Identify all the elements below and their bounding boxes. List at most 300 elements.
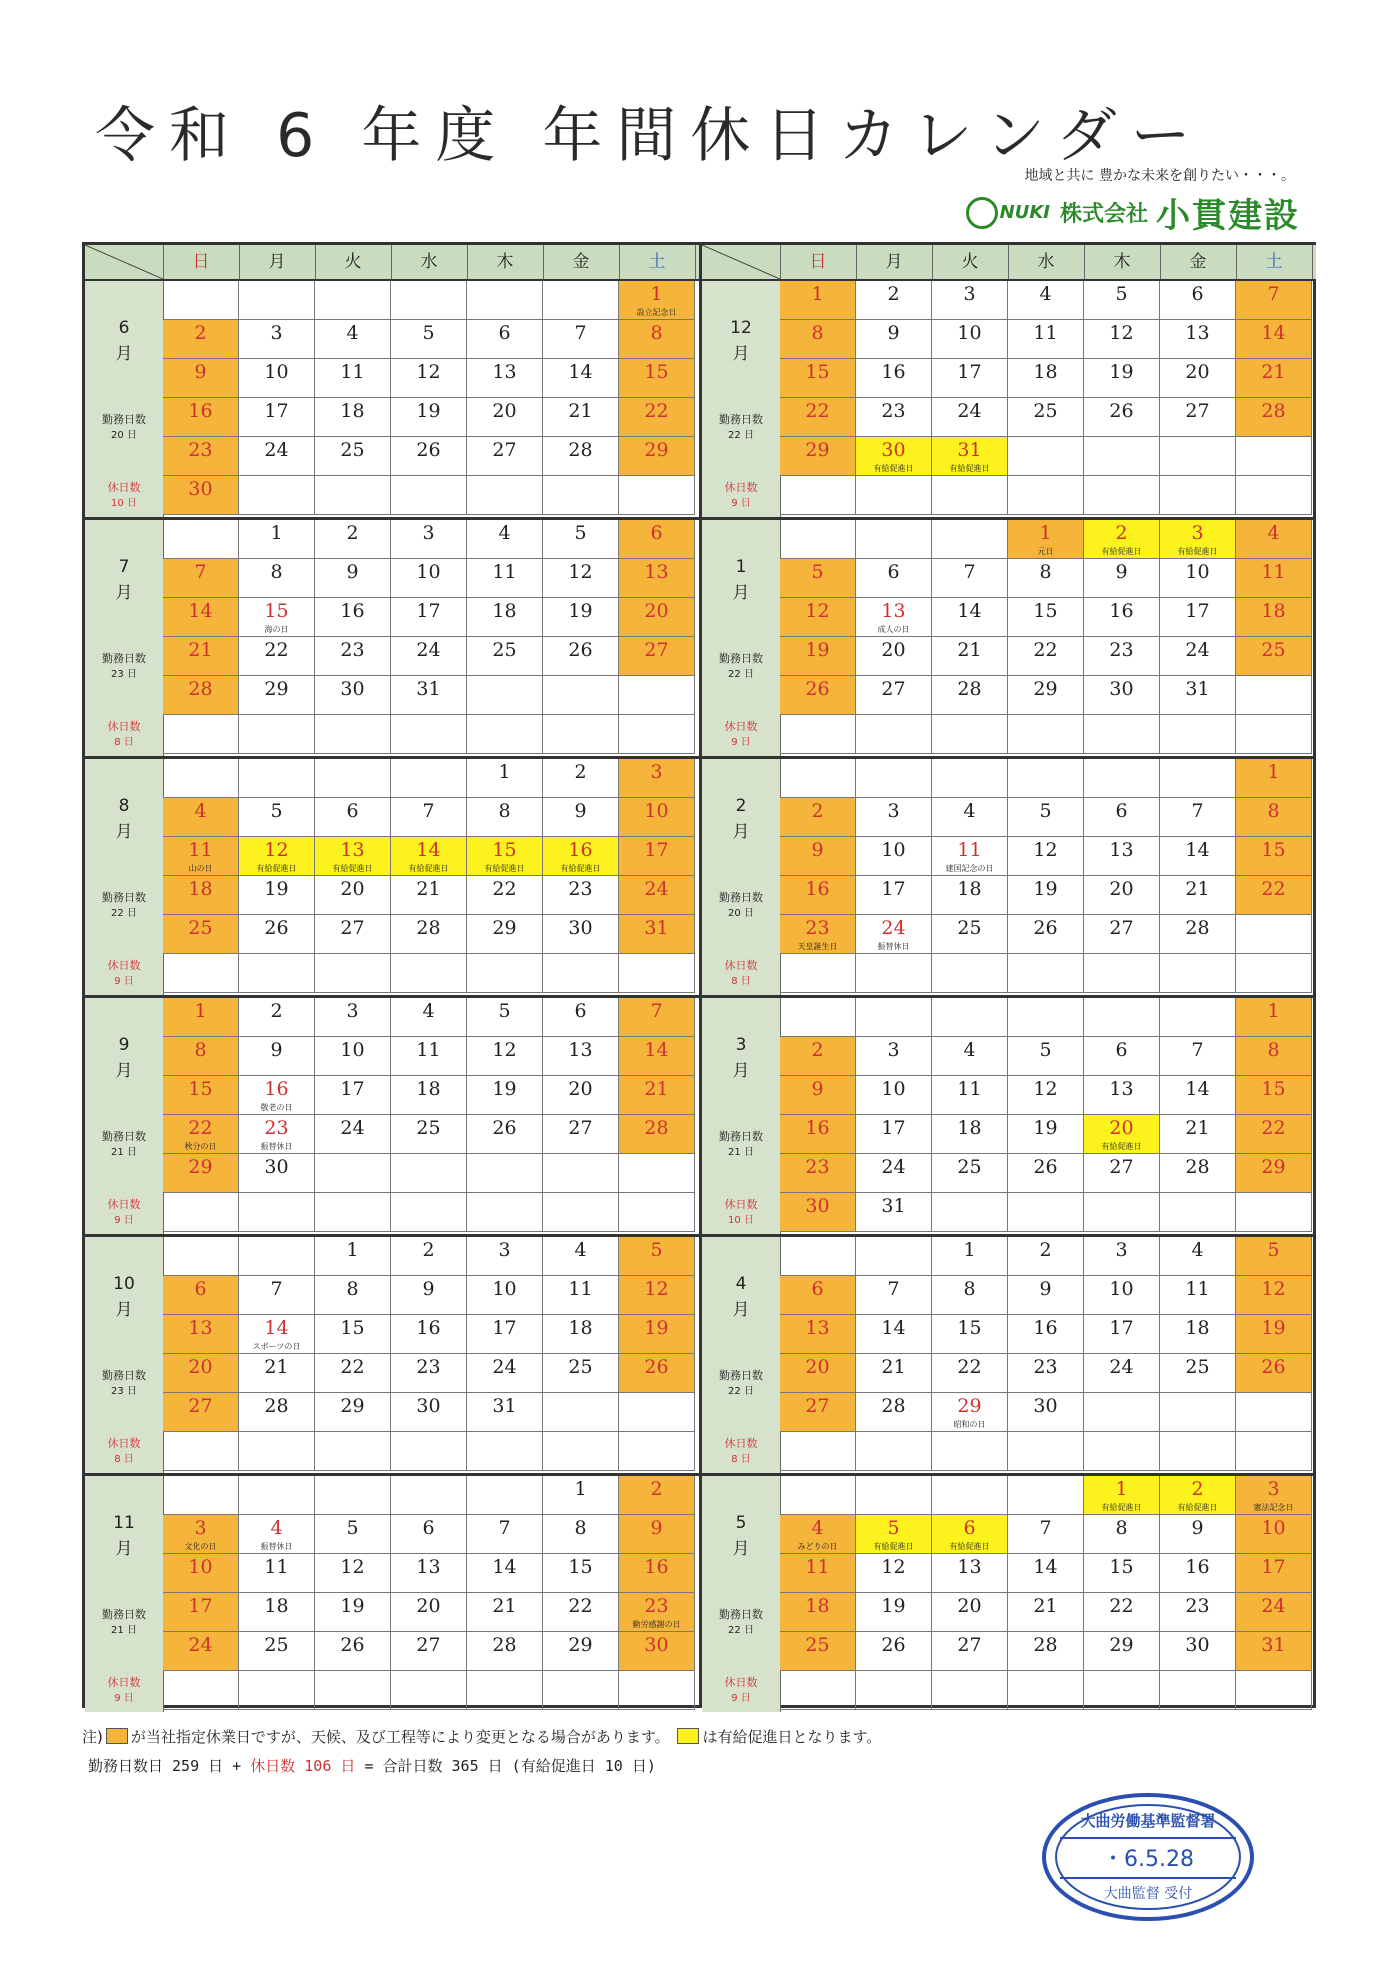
day-number: 9: [422, 1278, 435, 1300]
day-number: 19: [805, 639, 830, 661]
off-days-label: 休日数: [107, 720, 141, 733]
day-cell: [780, 1115, 856, 1154]
empty-day-cell: [315, 476, 391, 515]
off-days-value: 9 日: [114, 1215, 134, 1226]
day-cell: [239, 798, 315, 837]
day-cell: [856, 1276, 932, 1315]
day-cell: [780, 915, 856, 954]
day-cell: [619, 876, 695, 915]
day-number: 13: [881, 600, 906, 622]
empty-day-cell: [1160, 715, 1236, 754]
day-number: 28: [416, 917, 441, 939]
empty-day-cell: [239, 759, 315, 798]
day-number: 15: [644, 361, 669, 383]
day-cell: [467, 398, 543, 437]
day-number: 14: [416, 839, 441, 861]
day-number: 8: [1267, 800, 1280, 822]
day-number: 30: [264, 1156, 289, 1178]
work-days-value: 20 日: [728, 908, 754, 919]
page-title: 令和 6 年度 年間休日カレンダー: [95, 101, 1205, 171]
day-cell: [1008, 876, 1084, 915]
day-note: 振替休日: [260, 1142, 293, 1151]
month-block: [702, 520, 1316, 759]
day-cell: [1008, 359, 1084, 398]
work-days-label: 勤務日数: [719, 1130, 763, 1143]
day-cell: [239, 998, 315, 1037]
weekday-label: 日: [780, 245, 857, 279]
day-number: 22: [1109, 1595, 1134, 1617]
day-cell: [1008, 915, 1084, 954]
day-cell: [856, 398, 932, 437]
day-cell: [1008, 520, 1084, 559]
empty-day-cell: [1084, 998, 1160, 1037]
month-number: 6: [118, 318, 130, 338]
empty-day-cell: [1084, 1393, 1160, 1432]
work-days-label: 勤務日数: [102, 1130, 146, 1143]
day-number: 16: [188, 400, 213, 422]
day-number: 29: [340, 1395, 365, 1417]
day-note: 有給促進日: [256, 864, 297, 873]
day-number: 26: [492, 1117, 517, 1139]
day-cell: [315, 915, 391, 954]
day-cell: [932, 915, 1008, 954]
empty-day-cell: [932, 1432, 1008, 1471]
day-number: 16: [805, 878, 830, 900]
paid-leave-legend-swatch: [677, 1728, 699, 1744]
day-cell: [239, 915, 315, 954]
day-cell: [932, 281, 1008, 320]
day-number: 19: [881, 1595, 906, 1617]
day-number: 26: [805, 678, 830, 700]
empty-day-cell: [391, 1432, 467, 1471]
day-number: 23: [416, 1356, 441, 1378]
day-cell: [543, 1632, 619, 1671]
weekday-label: 土: [1236, 245, 1313, 279]
day-number: 19: [492, 1078, 517, 1100]
day-cell: [467, 437, 543, 476]
day-cell: [932, 1593, 1008, 1632]
day-cell: [543, 1237, 619, 1276]
day-cell: [780, 1315, 856, 1354]
day-number: 7: [270, 1278, 283, 1300]
day-cell: [856, 320, 932, 359]
off-days-value: 8 日: [114, 737, 134, 748]
weekday-label: 月: [856, 245, 933, 279]
empty-day-cell: [1160, 476, 1236, 515]
empty-day-cell: [856, 715, 932, 754]
day-number: 11: [188, 839, 213, 861]
day-cell: [1236, 1632, 1312, 1671]
empty-day-cell: [163, 520, 239, 559]
day-cell: [391, 1315, 467, 1354]
day-number: 15: [568, 1556, 593, 1578]
day-cell: [780, 1276, 856, 1315]
day-cell: [1160, 320, 1236, 359]
weekday-label: 木: [1084, 245, 1161, 279]
month-number: 11: [113, 1513, 135, 1533]
day-number: 24: [1185, 639, 1210, 661]
day-number: 25: [957, 917, 982, 939]
day-cell: [1160, 837, 1236, 876]
empty-day-cell: [1084, 1432, 1160, 1471]
day-number: 26: [644, 1356, 669, 1378]
day-cell: [239, 1554, 315, 1593]
day-cell: [467, 637, 543, 676]
day-cell: [619, 1632, 695, 1671]
day-note: 有給促進日: [560, 864, 601, 873]
day-number: 1: [1115, 1478, 1128, 1500]
day-number: 30: [805, 1195, 830, 1217]
day-cell: [163, 1632, 239, 1671]
empty-day-cell: [391, 759, 467, 798]
month-number: 2: [735, 796, 747, 816]
empty-day-cell: [619, 1193, 695, 1232]
day-number: 30: [644, 1634, 669, 1656]
day-number: 6: [574, 1000, 587, 1022]
day-number: 14: [264, 1317, 289, 1339]
empty-day-cell: [619, 476, 695, 515]
day-number: 7: [574, 322, 587, 344]
day-cell: [163, 915, 239, 954]
day-number: 21: [568, 400, 593, 422]
day-number: 13: [416, 1556, 441, 1578]
day-number: 2: [887, 283, 900, 305]
day-number: 9: [574, 800, 587, 822]
off-days-label: 休日数: [724, 1198, 758, 1211]
day-number: 24: [188, 1634, 213, 1656]
day-cell: [467, 1115, 543, 1154]
day-cell: [1084, 837, 1160, 876]
day-cell: [1084, 520, 1160, 559]
day-cell: [1084, 1154, 1160, 1193]
day-cell: [163, 798, 239, 837]
empty-day-cell: [1236, 1432, 1312, 1471]
day-cell: [315, 876, 391, 915]
empty-day-cell: [1160, 1671, 1236, 1710]
day-number: 9: [1115, 561, 1128, 583]
day-cell: [163, 598, 239, 637]
day-cell: [391, 637, 467, 676]
day-number: 24: [416, 639, 441, 661]
day-number: 17: [416, 600, 441, 622]
day-number: 2: [346, 522, 359, 544]
day-number: 26: [1109, 400, 1134, 422]
day-number: 6: [346, 800, 359, 822]
work-days-label: 勤務日数: [102, 891, 146, 904]
day-cell: [467, 1393, 543, 1432]
weekday-label: 木: [467, 245, 544, 279]
day-number: 7: [963, 561, 976, 583]
day-note: 天皇誕生日: [797, 942, 838, 951]
day-number: 31: [957, 439, 982, 461]
work-days-label: 勤務日数: [719, 891, 763, 904]
day-number: 10: [340, 1039, 365, 1061]
day-cell: [543, 1515, 619, 1554]
empty-day-cell: [1008, 1671, 1084, 1710]
day-number: 21: [881, 1356, 906, 1378]
day-number: 29: [957, 1395, 982, 1417]
day-number: 28: [568, 439, 593, 461]
day-number: 21: [188, 639, 213, 661]
month-number: 10: [113, 1274, 135, 1294]
off-days-value: 8 日: [731, 976, 751, 987]
empty-day-cell: [1160, 759, 1236, 798]
day-cell: [932, 1554, 1008, 1593]
day-cell: [239, 320, 315, 359]
day-note: 有給促進日: [1177, 547, 1218, 556]
day-note: みどりの日: [797, 1542, 838, 1551]
day-number: 25: [568, 1356, 593, 1378]
day-number: 28: [188, 678, 213, 700]
empty-day-cell: [1008, 1193, 1084, 1232]
work-days-value: 23 日: [111, 669, 137, 680]
day-cell: [1160, 281, 1236, 320]
day-cell: [1084, 398, 1160, 437]
day-number: 29: [1261, 1156, 1286, 1178]
day-cell: [856, 1315, 932, 1354]
day-cell: [856, 637, 932, 676]
day-number: 24: [1109, 1356, 1134, 1378]
day-number: 23: [264, 1117, 289, 1139]
day-number: 3: [1191, 522, 1204, 544]
day-cell: [163, 320, 239, 359]
day-cell: [1008, 559, 1084, 598]
day-cell: [1008, 1554, 1084, 1593]
day-number: 13: [340, 839, 365, 861]
day-number: 25: [1185, 1356, 1210, 1378]
day-cell: [932, 1632, 1008, 1671]
day-number: 13: [492, 361, 517, 383]
day-cell: [932, 1276, 1008, 1315]
day-cell: [619, 520, 695, 559]
day-number: 6: [422, 1517, 435, 1539]
month-label-column: [702, 1476, 781, 1712]
day-number: 2: [1191, 1478, 1204, 1500]
month-label-column: [85, 520, 164, 756]
day-cell: [619, 1115, 695, 1154]
day-cell: [1008, 1515, 1084, 1554]
empty-day-cell: [163, 1671, 239, 1710]
day-cell: [467, 998, 543, 1037]
day-cell: [543, 1315, 619, 1354]
day-number: 16: [416, 1317, 441, 1339]
day-cell: [780, 1593, 856, 1632]
empty-day-cell: [856, 998, 932, 1037]
day-cell: [619, 759, 695, 798]
day-number: 1: [574, 1478, 587, 1500]
day-cell: [856, 676, 932, 715]
day-number: 8: [650, 322, 663, 344]
day-number: 10: [957, 322, 982, 344]
day-number: 31: [1261, 1634, 1286, 1656]
empty-day-cell: [239, 954, 315, 993]
day-note: 振替休日: [877, 942, 910, 951]
empty-day-cell: [780, 998, 856, 1037]
day-cell: [315, 1354, 391, 1393]
day-number: 25: [805, 1634, 830, 1656]
off-days-value: 8 日: [114, 1454, 134, 1465]
day-number: 17: [340, 1078, 365, 1100]
empty-day-cell: [315, 954, 391, 993]
day-cell: [1236, 1276, 1312, 1315]
day-number: 17: [881, 878, 906, 900]
day-cell: [467, 1237, 543, 1276]
day-cell: [239, 876, 315, 915]
day-cell: [467, 1276, 543, 1315]
day-number: 29: [644, 439, 669, 461]
day-number: 12: [1261, 1278, 1286, 1300]
work-days-value: 22 日: [728, 1386, 754, 1397]
day-number: 12: [340, 1556, 365, 1578]
empty-day-cell: [543, 1154, 619, 1193]
day-number: 1: [346, 1239, 359, 1261]
empty-day-cell: [1160, 1393, 1236, 1432]
day-number: 9: [346, 561, 359, 583]
day-cell: [467, 798, 543, 837]
day-number: 11: [568, 1278, 593, 1300]
day-cell: [932, 837, 1008, 876]
day-note: 有給促進日: [332, 864, 373, 873]
day-number: 6: [194, 1278, 207, 1300]
day-number: 2: [422, 1239, 435, 1261]
empty-day-cell: [932, 759, 1008, 798]
day-cell: [315, 1276, 391, 1315]
day-number: 9: [887, 322, 900, 344]
day-number: 4: [194, 800, 207, 822]
day-number: 13: [957, 1556, 982, 1578]
empty-day-cell: [780, 1432, 856, 1471]
day-cell: [239, 837, 315, 876]
day-cell: [1236, 359, 1312, 398]
empty-day-cell: [932, 1671, 1008, 1710]
day-cell: [239, 637, 315, 676]
day-cell: [315, 798, 391, 837]
day-cell: [467, 1354, 543, 1393]
day-cell: [467, 1076, 543, 1115]
day-cell: [543, 1554, 619, 1593]
off-days-label: 休日数: [724, 959, 758, 972]
empty-day-cell: [1008, 1432, 1084, 1471]
day-number: 17: [188, 1595, 213, 1617]
day-cell: [619, 559, 695, 598]
day-cell: [619, 1476, 695, 1515]
day-cell: [856, 1554, 932, 1593]
day-cell: [391, 398, 467, 437]
day-cell: [1160, 1315, 1236, 1354]
day-cell: [1236, 398, 1312, 437]
day-cell: [391, 876, 467, 915]
day-number: 6: [887, 561, 900, 583]
empty-day-cell: [619, 1393, 695, 1432]
day-cell: [856, 915, 932, 954]
day-number: 26: [416, 439, 441, 461]
day-number: 24: [340, 1117, 365, 1139]
weekday-label: 土: [619, 245, 696, 279]
day-cell: [239, 520, 315, 559]
day-note: 有給促進日: [1101, 547, 1142, 556]
day-number: 1: [1039, 522, 1052, 544]
empty-day-cell: [1236, 476, 1312, 515]
day-number: 21: [416, 878, 441, 900]
empty-day-cell: [239, 1476, 315, 1515]
day-number: 3: [1267, 1478, 1280, 1500]
month-block: [85, 281, 699, 520]
day-cell: [391, 1354, 467, 1393]
day-number: 8: [1039, 561, 1052, 583]
empty-day-cell: [391, 1154, 467, 1193]
day-number: 4: [498, 522, 511, 544]
day-cell: [1236, 1476, 1312, 1515]
day-cell: [619, 1315, 695, 1354]
day-cell: [239, 1037, 315, 1076]
day-cell: [1084, 1237, 1160, 1276]
weekday-label: 金: [1160, 245, 1237, 279]
day-cell: [315, 559, 391, 598]
day-number: 29: [492, 917, 517, 939]
day-cell: [163, 559, 239, 598]
day-cell: [1160, 359, 1236, 398]
day-cell: [780, 798, 856, 837]
day-number: 25: [492, 639, 517, 661]
day-number: 16: [1185, 1556, 1210, 1578]
day-number: 5: [270, 800, 283, 822]
empty-day-cell: [780, 1671, 856, 1710]
day-number: 4: [811, 1517, 824, 1539]
empty-day-cell: [239, 715, 315, 754]
day-number: 3: [346, 1000, 359, 1022]
day-cell: [1160, 1076, 1236, 1115]
day-number: 6: [811, 1278, 824, 1300]
day-cell: [239, 1515, 315, 1554]
day-number: 17: [644, 839, 669, 861]
day-cell: [1160, 1554, 1236, 1593]
off-days-value: 9 日: [731, 498, 751, 509]
day-cell: [163, 1515, 239, 1554]
off-days-label: 休日数: [107, 959, 141, 972]
day-cell: [391, 1593, 467, 1632]
empty-day-cell: [239, 1193, 315, 1232]
day-cell: [239, 398, 315, 437]
day-number: 3: [422, 522, 435, 544]
day-cell: [239, 1076, 315, 1115]
day-number: 13: [1185, 322, 1210, 344]
svg-text:・6.5.28: ・6.5.28: [1102, 1847, 1194, 1872]
day-cell: [315, 520, 391, 559]
day-note: 有給促進日: [873, 464, 914, 473]
day-number: 26: [881, 1634, 906, 1656]
day-cell: [619, 837, 695, 876]
day-number: 8: [1267, 1039, 1280, 1061]
day-note: 振替休日: [260, 1542, 293, 1551]
empty-day-cell: [1084, 759, 1160, 798]
day-number: 25: [1261, 639, 1286, 661]
empty-day-cell: [1084, 1193, 1160, 1232]
day-cell: [1084, 915, 1160, 954]
footer-note: 注) が当社指定休業日ですが、天候、及び工程等により変更となる場合があります。 は有給促進日となります。: [82, 1728, 882, 1746]
day-number: 8: [346, 1278, 359, 1300]
empty-day-cell: [1236, 1671, 1312, 1710]
day-cell: [163, 1393, 239, 1432]
day-number: 20: [340, 878, 365, 900]
day-cell: [467, 359, 543, 398]
day-number: 21: [264, 1356, 289, 1378]
day-number: 9: [811, 839, 824, 861]
empty-day-cell: [1008, 954, 1084, 993]
day-number: 27: [1109, 1156, 1134, 1178]
day-number: 30: [340, 678, 365, 700]
day-note: 秋分の日: [184, 1142, 217, 1151]
day-cell: [467, 915, 543, 954]
